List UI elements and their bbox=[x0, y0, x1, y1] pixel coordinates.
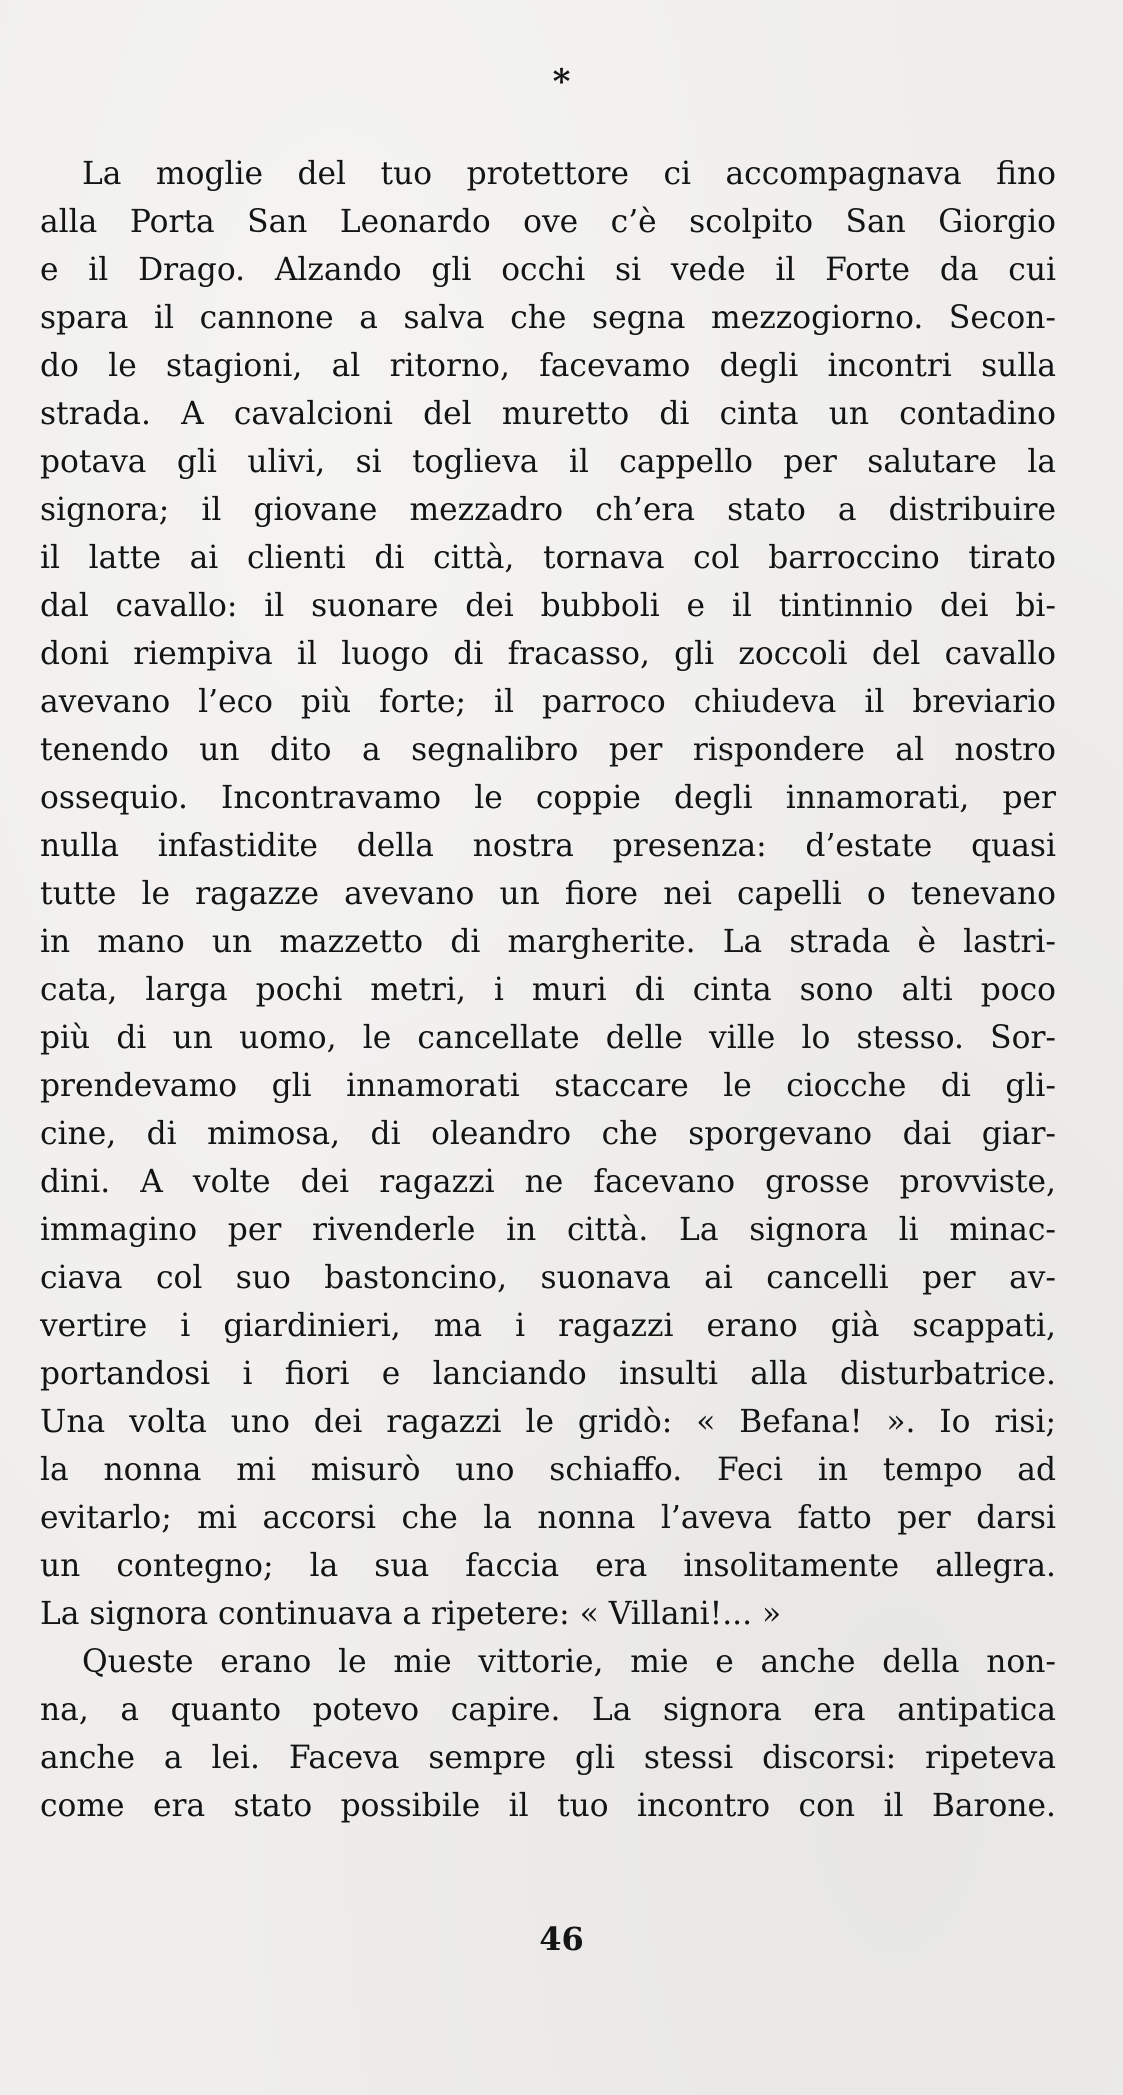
text-line: come era stato possibile il tuo incontro con il Barone. bbox=[40, 1788, 1056, 1824]
text-line: e il Drago. Alzando gli occhi si vede il Forte da cui bbox=[40, 252, 1056, 288]
text-line: ciava col suo bastoncino, suonava ai cancelli per av- bbox=[40, 1260, 1056, 1296]
page-number: 46 bbox=[539, 1920, 584, 1958]
text-line: un contegno; la sua faccia era insolitamente allegra. bbox=[40, 1548, 1056, 1584]
text-line: La signora continuava a ripetere: « Villani!... » bbox=[40, 1596, 782, 1632]
text-line: evitarlo; mi accorsi che la nonna l’aveva fatto per darsi bbox=[40, 1500, 1056, 1536]
text-line: signora; il giovane mezzadro ch’era stato a distribuire bbox=[40, 492, 1056, 528]
text-line: anche a lei. Faceva sempre gli stessi discorsi: ripeteva bbox=[40, 1740, 1056, 1776]
text-line: prendevamo gli innamorati staccare le ciocche di gli- bbox=[40, 1068, 1056, 1104]
text-line: la nonna mi misurò uno schiaffo. Feci in tempo ad bbox=[40, 1452, 1056, 1488]
section-separator: * bbox=[552, 62, 571, 102]
text-line: ossequio. Incontravamo le coppie degli innamorati, per bbox=[40, 780, 1056, 816]
text-line: vertire i giardinieri, ma i ragazzi erano già scappati, bbox=[40, 1308, 1056, 1344]
text-line: doni riempiva il luogo di fracasso, gli zoccoli del cavallo bbox=[40, 636, 1056, 672]
text-line: strada. A cavalcioni del muretto di cinta un contadino bbox=[40, 396, 1056, 432]
text-line: La moglie del tuo protettore ci accompagnava fino bbox=[82, 156, 1056, 192]
text-line: na, a quanto potevo capire. La signora era antipatica bbox=[40, 1692, 1056, 1728]
text-line: avevano l’eco più forte; il parroco chiudeva il breviario bbox=[40, 684, 1056, 720]
text-line: il latte ai clienti di città, tornava col barroccino tirato bbox=[40, 540, 1056, 576]
text-line: dini. A volte dei ragazzi ne facevano grosse provviste, bbox=[40, 1164, 1056, 1200]
text-line: Queste erano le mie vittorie, mie e anche della non- bbox=[82, 1644, 1056, 1680]
text-line: in mano un mazzetto di margherite. La strada è lastri- bbox=[40, 924, 1056, 960]
text-line: potava gli ulivi, si toglieva il cappello per salutare la bbox=[40, 444, 1056, 480]
text-line: alla Porta San Leonardo ove c’è scolpito San Giorgio bbox=[40, 204, 1056, 240]
body-text bbox=[40, 150, 1056, 1830]
text-line: più di un uomo, le cancellate delle ville lo stesso. Sor- bbox=[40, 1020, 1056, 1056]
text-line: immagino per rivenderle in città. La signora li minac- bbox=[40, 1212, 1056, 1248]
text-line: tenendo un dito a segnalibro per rispondere al nostro bbox=[40, 732, 1056, 768]
text-line: dal cavallo: il suonare dei bubboli e il tintinnio dei bi- bbox=[40, 588, 1056, 624]
text-line: cine, di mimosa, di oleandro che sporgevano dai giar- bbox=[40, 1116, 1056, 1152]
text-line: do le stagioni, al ritorno, facevamo degli incontri sulla bbox=[40, 348, 1056, 384]
text-line: portandosi i fiori e lanciando insulti alla disturbatrice. bbox=[40, 1356, 1056, 1392]
text-line: cata, larga pochi metri, i muri di cinta sono alti poco bbox=[40, 972, 1056, 1008]
text-line: spara il cannone a salva che segna mezzogiorno. Secon- bbox=[40, 300, 1056, 336]
text-line: tutte le ragazze avevano un fiore nei capelli o tenevano bbox=[40, 876, 1056, 912]
text-line: Una volta uno dei ragazzi le gridò: « Befana! ». Io risi; bbox=[40, 1404, 1056, 1440]
text-line: nulla infastidite della nostra presenza: d’estate quasi bbox=[40, 828, 1056, 864]
